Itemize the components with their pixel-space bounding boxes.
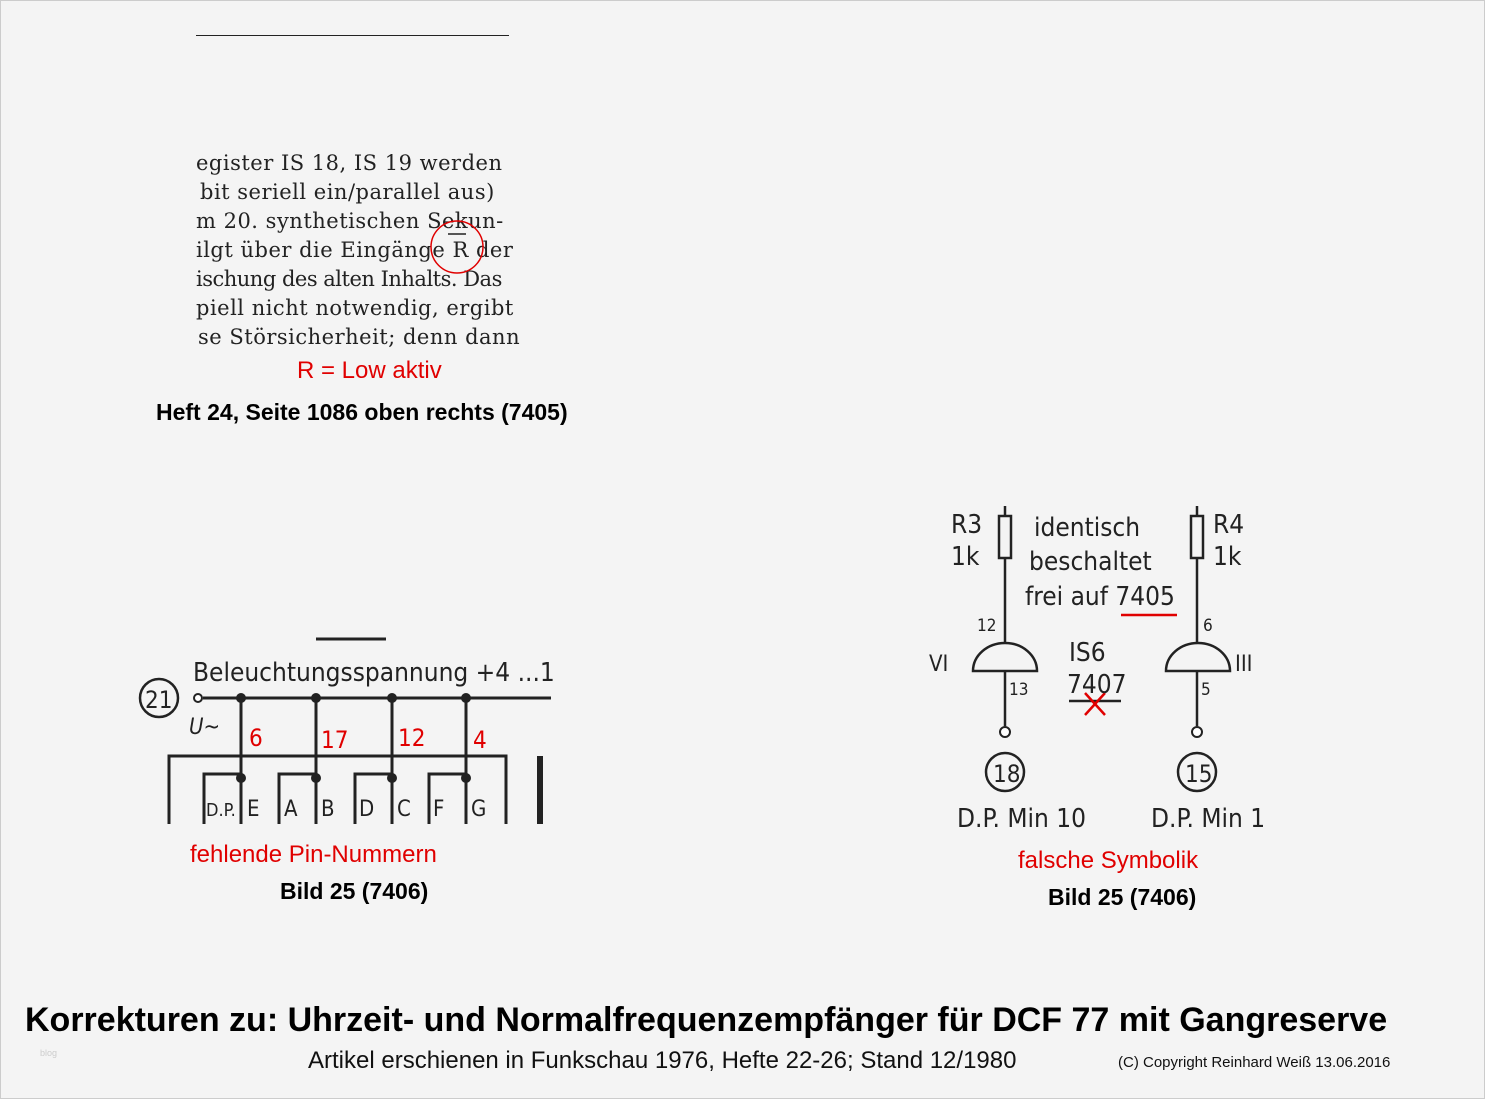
pin: 12 (977, 616, 997, 636)
pin-number: 12 (398, 724, 426, 752)
excerpt-annotation: R = Low aktiv (297, 357, 442, 384)
excerpt-line: egister IS 18, IS 19 werden (196, 151, 503, 175)
gate-circuit-diagram (921, 501, 1271, 841)
excerpt-line: bit seriell ein/parallel aus) (200, 180, 495, 204)
segment-label: C (397, 797, 411, 822)
ic-type: 7407 (1067, 670, 1127, 700)
excerpt-line: se Störsicherheit; denn dann (198, 325, 521, 349)
left-caption: Bild 25 (7406) (280, 878, 429, 904)
roman-left: VI (929, 652, 949, 677)
label-right: D.P. Min 1 (1151, 804, 1266, 834)
pin: 13 (1009, 680, 1029, 700)
segment-label: E (247, 797, 260, 822)
r3-label: R3 (951, 510, 983, 540)
excerpt-caption: Heft 24, Seite 1086 oben rechts (7405) (156, 399, 568, 425)
right-caption: Bild 25 (7406) (1048, 884, 1197, 910)
segment-label: B (321, 797, 335, 822)
output-left: 18 (993, 760, 1021, 788)
highlight-circle (426, 216, 496, 276)
watermark: blog (40, 1048, 58, 1058)
page-subtitle: Artikel erschienen in Funkschau 1976, Hefte 22-26; Stand 12/1980 (308, 1047, 1017, 1074)
segment-circuit-diagram (131, 626, 561, 831)
segment-label: D.P. (206, 800, 236, 821)
segment-label: F (433, 797, 445, 822)
note-line: frei auf 7405 (1025, 582, 1175, 612)
r4-value: 1k (1213, 542, 1242, 572)
voltage-label: U~ (189, 715, 221, 740)
excerpt-line: piell nicht notwendig, ergibt (196, 296, 514, 320)
segment-label: D (359, 797, 375, 822)
page-title: Korrekturen zu: Uhrzeit- und Normalfrequenzempfänger für DCF 77 mit Gangreserve (25, 1001, 1388, 1039)
pin-number: 6 (249, 724, 263, 752)
top-rule (196, 35, 509, 36)
excerpt-line: ischung des alten Inhalts. Das (196, 267, 502, 291)
note-line: identisch (1034, 513, 1141, 543)
pin: 6 (1203, 616, 1213, 636)
label-left: D.P. Min 10 (957, 804, 1087, 834)
note-line: beschaltet (1029, 547, 1152, 577)
r4-label: R4 (1213, 510, 1245, 540)
excerpt-line: ilgt über die Eingänge R der (196, 238, 514, 262)
roman-right: III (1235, 652, 1253, 677)
output-right: 15 (1185, 760, 1213, 788)
excerpt-line: m 20. synthetischen Sekun- (196, 209, 504, 233)
bus-label: Beleuchtungsspannung +4 ...1 (193, 658, 555, 688)
r3-value: 1k (951, 542, 980, 572)
copyright: (C) Copyright Reinhard Weiß 13.06.2016 (1118, 1054, 1391, 1071)
ic-name: IS6 (1069, 638, 1106, 668)
segment-label: A (284, 797, 298, 822)
pin-number: 17 (321, 726, 349, 754)
pin: 5 (1201, 680, 1211, 700)
right-annotation: falsche Symbolik (1018, 847, 1199, 874)
pin-number: 4 (473, 726, 487, 754)
circle-label: 21 (145, 686, 173, 714)
segment-label: G (471, 797, 487, 822)
left-annotation: fehlende Pin-Nummern (190, 841, 437, 868)
